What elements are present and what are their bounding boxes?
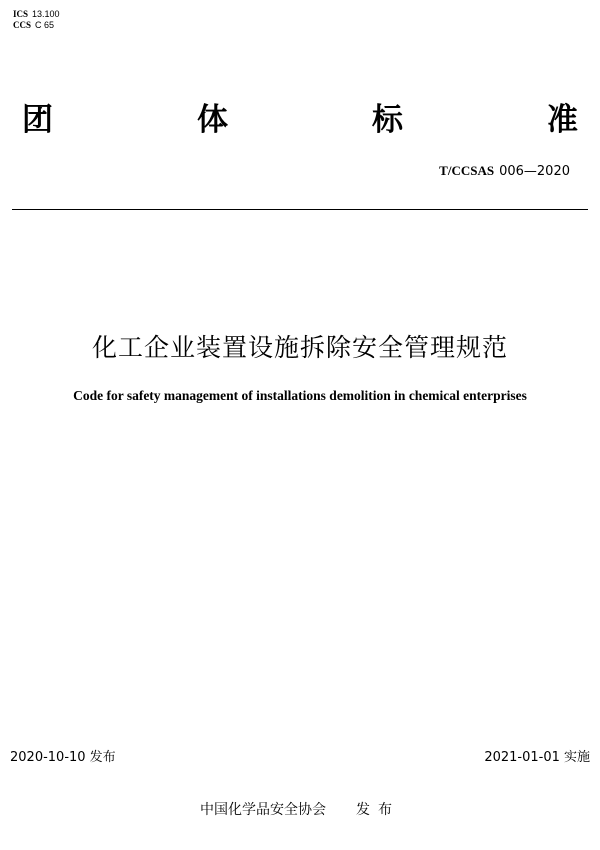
standard-kind-char: 团 bbox=[22, 102, 53, 138]
publisher bbox=[0, 799, 600, 819]
standard-code-prefix: T/CCSAS bbox=[439, 163, 495, 178]
ccs-code bbox=[13, 20, 54, 31]
ccs-value: C 65 bbox=[35, 20, 55, 30]
document-title-english: Code for safety management of installations demolition in chemical enterprises bbox=[73, 388, 527, 403]
ccs-label: CCS bbox=[13, 20, 32, 30]
ics-code bbox=[13, 9, 60, 20]
publish-date: 2020-10-10 发布 bbox=[10, 750, 116, 765]
standard-code bbox=[439, 163, 570, 179]
standard-code-number: 006—2020 bbox=[499, 164, 570, 179]
standard-kind-char: 体 bbox=[197, 102, 228, 138]
publisher-action: 发布 bbox=[356, 802, 400, 818]
implement-date: 2021-01-01 实施 bbox=[484, 750, 590, 765]
publisher-name: 中国化学品安全协会 bbox=[200, 802, 326, 818]
standard-kind bbox=[22, 102, 578, 138]
document-title: 化工企业装置设施拆除安全管理规范 bbox=[91, 333, 508, 362]
divider bbox=[12, 209, 588, 210]
ics-label: ICS bbox=[13, 9, 29, 19]
ics-value: 13.100 bbox=[32, 9, 60, 19]
standard-kind-char: 准 bbox=[547, 102, 578, 138]
standard-kind-char: 标 bbox=[372, 102, 403, 138]
